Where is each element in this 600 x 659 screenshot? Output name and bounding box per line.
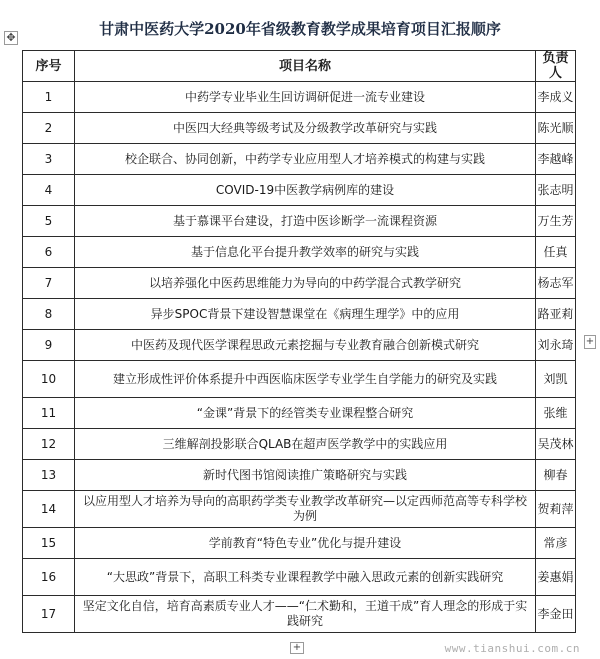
row-number: 4	[23, 175, 75, 206]
table-row	[23, 429, 576, 460]
row-number: 3	[23, 144, 75, 175]
project-name: 异步SPOC背景下建设智慧课堂在《病理生理学》中的应用	[75, 299, 536, 330]
project-owner: 李金田	[536, 596, 576, 633]
row-number: 1	[23, 82, 75, 113]
project-name: 坚定文化自信，培育高素质专业人才——“仁术勤和，王道干成”育人理念的形成于实践研究	[75, 596, 536, 633]
project-owner: 张维	[536, 398, 576, 429]
row-number: 9	[23, 330, 75, 361]
project-name: 以应用型人才培养为导向的高职药学类专业教学改革研究—以定西师范高等专科学校为例	[75, 491, 536, 528]
header-num: 序号	[23, 51, 75, 82]
project-name: 以培养强化中医药思维能力为导向的中药学混合式教学研究	[75, 268, 536, 299]
project-name: 校企联合、协同创新，中药学专业应用型人才培养模式的构建与实践	[75, 144, 536, 175]
project-name: 学前教育“特色专业”优化与提升建设	[75, 528, 536, 559]
table-row	[23, 528, 576, 559]
project-owner: 陈光顺	[536, 113, 576, 144]
project-table	[22, 50, 576, 633]
table-row	[23, 144, 576, 175]
project-name: 三维解剖投影联合QLAB在超声医学教学中的实践应用	[75, 429, 536, 460]
table-row	[23, 559, 576, 596]
project-owner: 路亚莉	[536, 299, 576, 330]
project-name: 中医四大经典等级考试及分级教学改革研究与实践	[75, 113, 536, 144]
row-number: 17	[23, 596, 75, 633]
table-row	[23, 82, 576, 113]
project-name: 建立形成性评价体系提升中西医临床医学专业学生自学能力的研究及实践	[75, 361, 536, 398]
row-number: 13	[23, 460, 75, 491]
project-owner: 吴茂林	[536, 429, 576, 460]
project-name: “金课”背景下的经管类专业课程整合研究	[75, 398, 536, 429]
row-number: 14	[23, 491, 75, 528]
project-owner: 姜惠娟	[536, 559, 576, 596]
add-row-icon[interactable]: +	[290, 642, 304, 654]
project-name: COVID-19中医教学病例库的建设	[75, 175, 536, 206]
project-owner: 柳春	[536, 460, 576, 491]
table-row	[23, 113, 576, 144]
table-row	[23, 175, 576, 206]
table-move-handle-icon[interactable]: ✥	[4, 31, 18, 45]
table-row	[23, 596, 576, 633]
add-column-icon[interactable]: +	[585, 336, 595, 347]
project-owner: 张志明	[536, 175, 576, 206]
project-owner: 李越峰	[536, 144, 576, 175]
project-name: 新时代图书馆阅读推广策略研究与实践	[75, 460, 536, 491]
project-owner: 贺莉萍	[536, 491, 576, 528]
row-number: 6	[23, 237, 75, 268]
project-name: 基于信息化平台提升教学效率的研究与实践	[75, 237, 536, 268]
table-row	[23, 460, 576, 491]
row-number: 15	[23, 528, 75, 559]
table-row	[23, 361, 576, 398]
project-name: “大思政”背景下，高职工科类专业课程教学中融入思政元素的创新实践研究	[75, 559, 536, 596]
row-number: 11	[23, 398, 75, 429]
row-number: 8	[23, 299, 75, 330]
project-owner: 杨志军	[536, 268, 576, 299]
table-row	[23, 299, 576, 330]
table-row	[23, 268, 576, 299]
row-number: 7	[23, 268, 75, 299]
table-row	[23, 206, 576, 237]
table-header-row	[23, 51, 576, 82]
table-row	[23, 330, 576, 361]
row-number: 2	[23, 113, 75, 144]
row-number: 16	[23, 559, 75, 596]
row-number: 10	[23, 361, 75, 398]
project-owner: 任真	[536, 237, 576, 268]
project-owner: 刘凯	[536, 361, 576, 398]
header-name: 项目名称	[75, 51, 536, 82]
row-number: 12	[23, 429, 75, 460]
row-number: 5	[23, 206, 75, 237]
project-owner: 刘永琦	[536, 330, 576, 361]
page-title: 甘肃中医药大学2020年省级教育教学成果培育项目汇报顺序	[99, 20, 501, 38]
project-name: 中药学专业毕业生回访调研促进一流专业建设	[75, 82, 536, 113]
project-name: 基于慕课平台建设，打造中医诊断学一流课程资源	[75, 206, 536, 237]
project-owner: 常彦	[536, 528, 576, 559]
header-owner: 负责人	[536, 51, 576, 82]
project-owner: 万生芳	[536, 206, 576, 237]
table-row	[23, 237, 576, 268]
table-row	[23, 491, 576, 528]
table-row	[23, 398, 576, 429]
project-name: 中医药及现代医学课程思政元素挖掘与专业教育融合创新模式研究	[75, 330, 536, 361]
watermark-url: www.tianshui.com.cn	[444, 642, 580, 655]
project-owner: 李成义	[536, 82, 576, 113]
